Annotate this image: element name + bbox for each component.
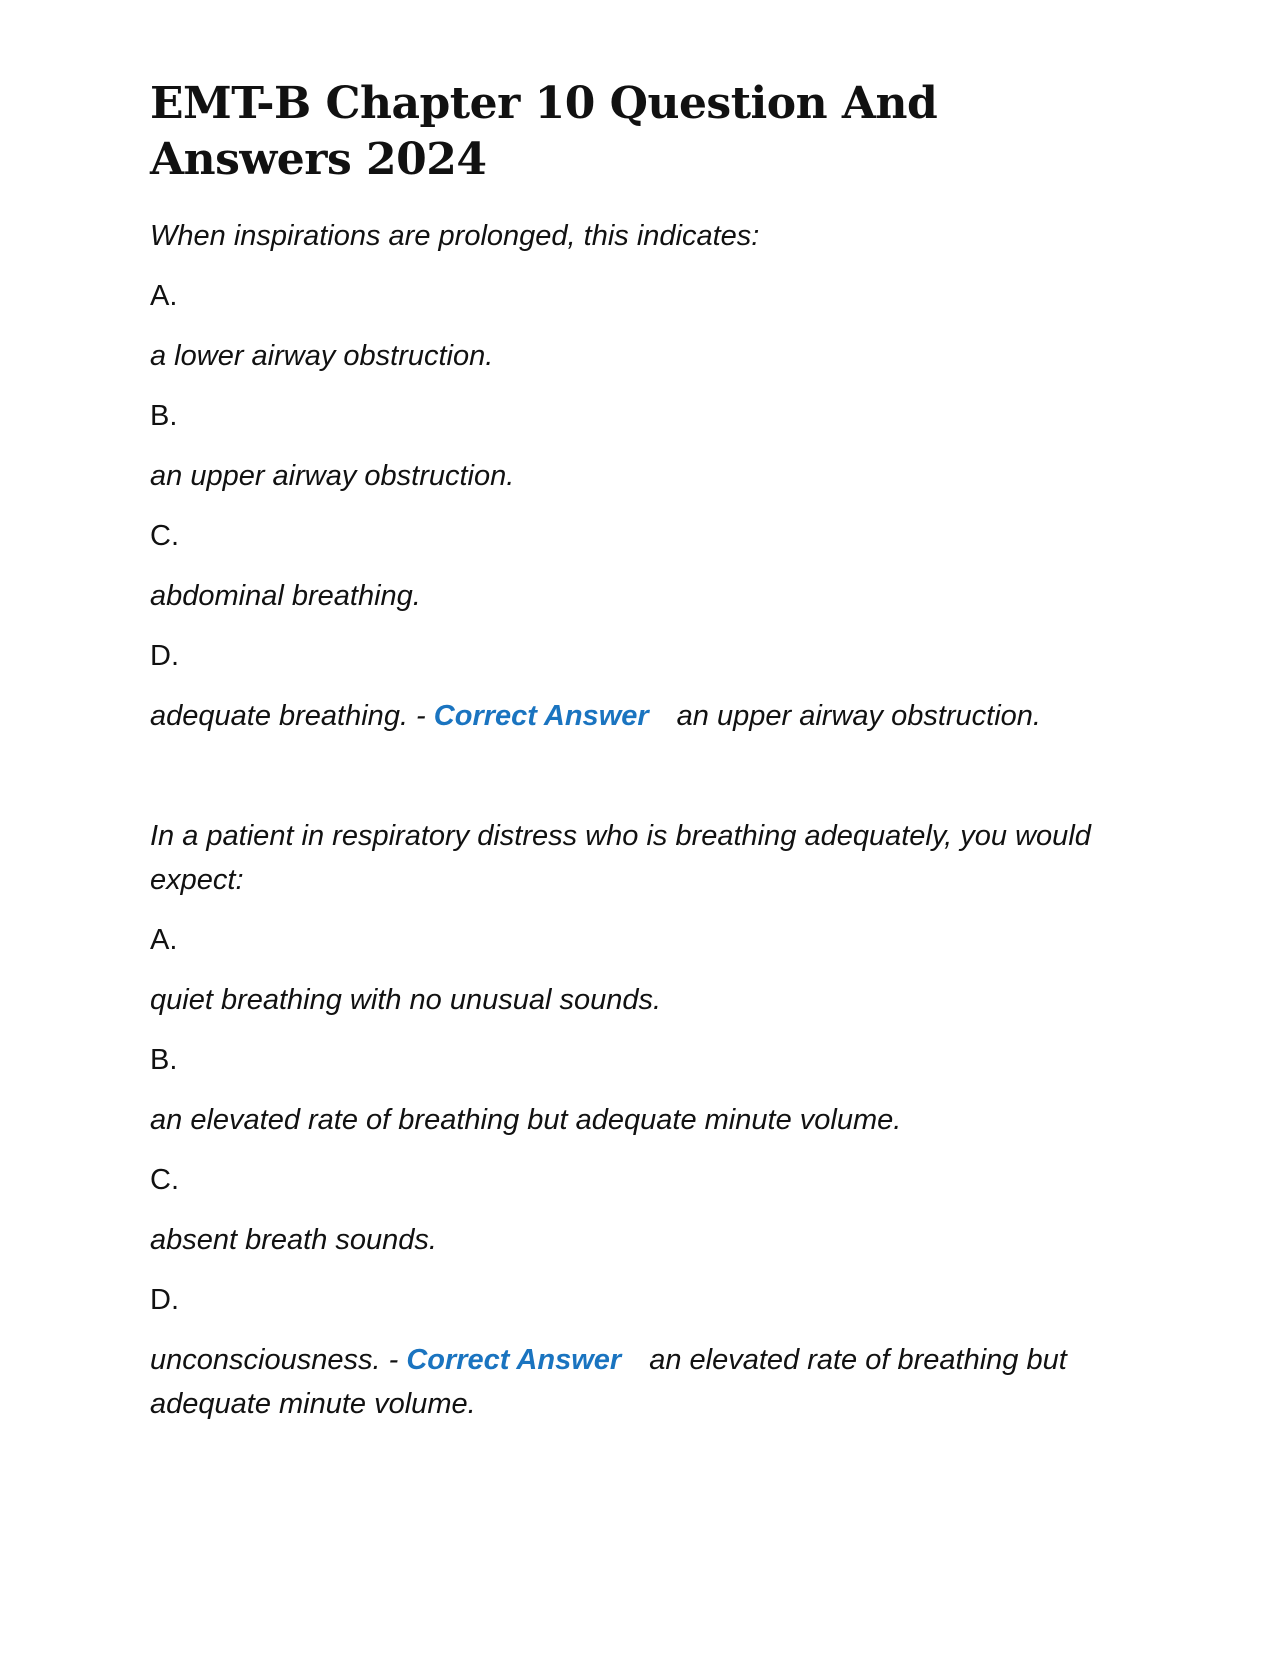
question-prompt: In a patient in respiratory distress who is breathing adequately, you would expect:: [150, 820, 1091, 896]
option-letter: B.: [150, 400, 178, 432]
option-letter: C.: [150, 520, 179, 552]
document-title: EMT-B Chapter 10 Question And Answers 2024: [150, 78, 938, 185]
option-text: an upper airway obstruction.: [150, 460, 515, 492]
option-letter: B.: [150, 1044, 178, 1076]
correct-answer-label: Correct Answer: [433, 700, 649, 732]
option-text: abdominal breathing.: [150, 580, 421, 612]
option-letter: D.: [150, 1284, 179, 1316]
correct-answer-text: an elevated rate of breathing but adequate minute volume.: [150, 1344, 1067, 1420]
section-spacer: [150, 754, 1130, 814]
answer-line: [150, 694, 1130, 738]
option-letter: D.: [150, 640, 179, 672]
option-text: an elevated rate of breathing but adequate minute volume.: [150, 1104, 902, 1136]
correct-answer-label: Correct Answer: [406, 1344, 622, 1376]
question-block-1: [150, 214, 1130, 738]
option-text: quiet breathing with no unusual sounds.: [150, 984, 662, 1016]
option-letter: C.: [150, 1164, 179, 1196]
option-text: adequate breathing. -: [150, 700, 426, 732]
correct-answer-text: an upper airway obstruction.: [676, 700, 1041, 732]
answer-line: [150, 1338, 1130, 1426]
option-text: absent breath sounds.: [150, 1224, 437, 1256]
question-block-2: [150, 814, 1130, 1426]
option-letter: A.: [150, 924, 178, 956]
question-prompt: When inspirations are prolonged, this indicates:: [150, 220, 760, 252]
option-text: unconsciousness. -: [150, 1344, 399, 1376]
option-letter: A.: [150, 280, 178, 312]
option-text: a lower airway obstruction.: [150, 340, 494, 372]
document-page: [150, 76, 1130, 1442]
